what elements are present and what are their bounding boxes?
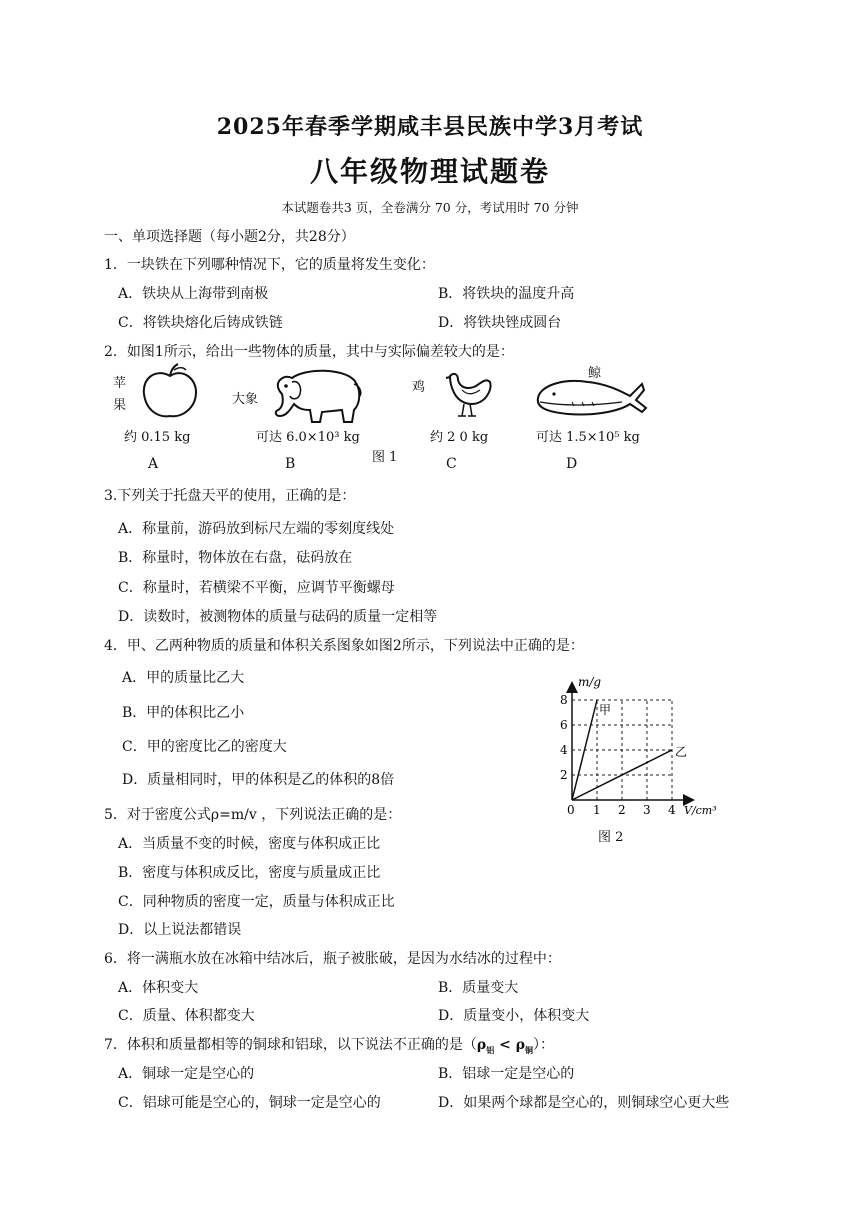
q7-option-a: A．铜球一定是空心的 xyxy=(118,1066,255,1082)
q4-option-d: D．质量相同时，甲的体积是乙的体积的8倍 xyxy=(122,772,395,788)
apple-label-2: 果 xyxy=(113,398,127,413)
q4-stem: 4．甲、乙两种物质的质量和体积关系图象如图2所示，下列说法中正确的是： xyxy=(104,638,584,654)
elephant-illustration xyxy=(262,364,366,424)
q4-option-a: A．甲的质量比乙大 xyxy=(122,670,245,686)
exam-title: 2025年春季学期咸丰县民族中学3月考试 xyxy=(216,114,644,140)
x-axis-label: V/cm³ xyxy=(684,804,717,817)
apple-illustration xyxy=(138,362,202,422)
q7-option-b: B．铝球一定是空心的 xyxy=(438,1066,575,1082)
q3-option-a: A．称量前，游码放到标尺左端的零刻度线处 xyxy=(118,521,395,537)
chicken-illustration xyxy=(440,368,494,422)
series-line-1 xyxy=(572,700,597,800)
y-axis-label: m/g xyxy=(578,675,602,689)
y-tick-label: 6 xyxy=(560,718,568,732)
q5-option-b: B．密度与体积成反比，密度与质量成正比 xyxy=(118,865,381,881)
q7-option-d: D．如果两个球都是空心的，则铜球空心更大些 xyxy=(438,1095,730,1111)
rho-symbol-2: ρ xyxy=(515,1037,526,1053)
q1-option-b: B．将铁块的温度升高 xyxy=(438,286,575,302)
q5-option-a: A．当质量不变的时候，密度与体积成正比 xyxy=(118,836,381,852)
elephant-mass-caption: 可达 6.0×10³ kg xyxy=(256,430,360,445)
q1-option-a: A．铁块从上海带到南极 xyxy=(118,286,269,302)
q3-option-c: C．称量时，若横梁不平衡，应调节平衡螺母 xyxy=(118,580,395,596)
q1-option-c: C．将铁块熔化后铸成铁链 xyxy=(118,315,283,331)
q2-letter-c: C xyxy=(446,456,457,472)
mass-volume-chart xyxy=(548,666,738,826)
whale-label: 鲸 xyxy=(588,366,602,381)
q5-stem: 5．对于密度公式ρ=m/v ，下列说法正确的是： xyxy=(104,807,402,823)
q3-stem: 3.下列关于托盘天平的使用，正确的是： xyxy=(104,488,356,504)
q6-option-c: C．质量、体积都变大 xyxy=(118,1008,255,1024)
section-heading: 一、单项选择题（每小题2分，共28分） xyxy=(104,229,355,245)
q6-option-a: A．体积变大 xyxy=(118,980,199,996)
q2-stem: 2．如图1所示，给出一些物体的质量，其中与实际偏差较大的是： xyxy=(104,344,514,360)
whale-mass-caption: 可达 1.5×10⁵ kg xyxy=(536,430,640,445)
whale-illustration xyxy=(532,374,648,420)
q2-letter-a: A xyxy=(148,456,159,472)
q2-letter-d: D xyxy=(566,456,578,472)
q6-option-d: D．质量变小，体积变大 xyxy=(438,1008,590,1024)
copper-subscript: 铜 xyxy=(525,1044,534,1055)
x-tick-label: 1 xyxy=(593,803,601,817)
series-label-1: 甲 xyxy=(599,703,612,717)
y-tick-label: 8 xyxy=(560,693,568,707)
q4-option-c: C．甲的密度比乙的密度大 xyxy=(122,739,287,755)
x-tick-label: 2 xyxy=(618,803,626,817)
q1-stem: 1．一块铁在下列哪种情况下，它的质量将发生变化： xyxy=(104,257,435,273)
q6-stem: 6．将一满瓶水放在冰箱中结冰后，瓶子被胀破，是因为水结冰的过程中： xyxy=(104,951,561,967)
aluminum-subscript: 铝 xyxy=(486,1044,495,1055)
x-tick-label: 4 xyxy=(668,803,676,817)
q7-option-c: C．铝球可能是空心的，铜球一定是空心的 xyxy=(118,1095,381,1111)
exam-info: 本试题卷共3 页，全卷满分 70 分，考试用时 70 分钟 xyxy=(281,200,579,215)
q5-option-c: C．同种物质的密度一定，质量与体积成正比 xyxy=(118,894,395,910)
x-tick-label: 3 xyxy=(643,803,651,817)
less-than-sign: < xyxy=(494,1037,516,1053)
chicken-label: 鸡 xyxy=(412,380,426,395)
q7-stem-text: 7．体积和质量都相等的铜球和铝球，以下说法不正确的是（ xyxy=(104,1037,477,1053)
elephant-label: 大象 xyxy=(232,392,259,407)
q2-letter-b: B xyxy=(285,456,296,472)
y-tick-label: 4 xyxy=(560,743,568,757)
rho-symbol: ρ xyxy=(476,1037,487,1053)
q7-stem-end: ）： xyxy=(533,1037,555,1053)
figure-1-caption: 图 1 xyxy=(372,450,398,465)
y-tick-label: 2 xyxy=(560,768,568,782)
apple-label-1: 苹 xyxy=(113,376,127,391)
q5-option-d: D．以上说法都错误 xyxy=(118,922,242,938)
q1-option-d: D．将铁块锉成圆台 xyxy=(438,315,562,331)
q7-stem xyxy=(104,1034,554,1056)
apple-mass-caption: 约 0.15 kg xyxy=(124,430,191,445)
paper-title: 八年级物理试题卷 xyxy=(309,155,550,188)
q3-option-d: D．读数时，被测物体的质量与砝码的质量一定相等 xyxy=(118,609,438,625)
series-label-2: 乙 xyxy=(675,745,688,759)
q6-option-b: B．质量变大 xyxy=(438,980,519,996)
q4-option-b: B．甲的体积比乙小 xyxy=(122,705,245,721)
chicken-mass-caption: 约 2 0 kg xyxy=(430,430,489,445)
chart-grid xyxy=(572,700,672,800)
figure-2-caption: 图 2 xyxy=(598,830,624,845)
x-tick-label: 0 xyxy=(567,803,575,817)
q3-option-b: B．称量时，物体放在右盘，砝码放在 xyxy=(118,550,353,566)
